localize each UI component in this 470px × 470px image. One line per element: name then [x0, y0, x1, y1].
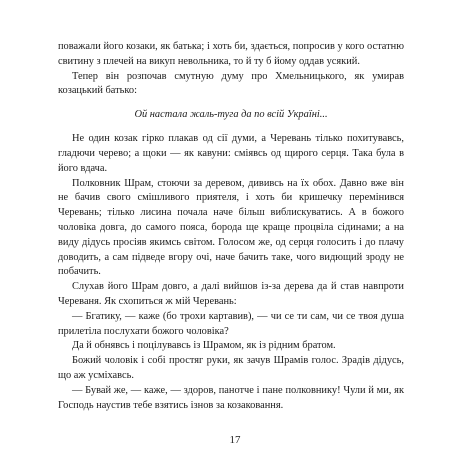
paragraph-5: Слухав його Шрам довго, а далі вийшов із-за дерева да й став навпроти Череваня. Як схопиться ж мій Черевань: [58, 281, 404, 307]
paragraph-7: Да й обнявсь і поцілувавсь із Шрамом, як із рідним братом. [72, 340, 336, 352]
page-number: 17 [229, 434, 241, 446]
paragraph-3: Не один козак гірко плакав од сії думи, а Черевань тілько похитувавсь, гладючи черево; а щоки — як кавуни: сміявсь од щирого серця. Така була в його вдача. [58, 133, 404, 174]
paragraph-4: Полковник Шрам, стоючи за деревом, дививсь на їх обох. Давно вже він не бачив свого смішливого приятеля, і хоть би кришечку перемінився Черевань; тілько лисина почала наче більш виблискуватись. А в божого чоловіка довга, до самого пояса, борода ще краще процвіла сідинами; а на виду дідусь просіяв якимсь світом. Голосом же, од серця голосить і до плачу доводить, а сам підведе вгору очі, наче бачить таке, чого видющий зроду не побачить. [58, 177, 404, 278]
body-text [58, 40, 404, 414]
paragraph-8: Божий чоловік і собі простяг руки, як зачув Шрамів голос. Зрадів дідусь, що аж усміхавсь. [58, 355, 404, 382]
paragraph-1: Тепер він розпочав смутную думу про Хмельницького, як умирав козацький батько: [58, 70, 404, 97]
paragraph-9: — Бувай же, — каже, — здоров, панотче і пане полковнику! Чули й ми, як Господь наустив тебе взятись ізнов за козаковання. [58, 384, 404, 411]
paragraph-6: — Бгатику, — каже (бо трохи картавив), — чи се ти сам, чи се твоя душа прилетіла послухати божого чоловіка? [58, 310, 404, 337]
verse-line: Ой настала жаль-туга да по всій Україні... [134, 109, 328, 121]
paragraph-0: поважали його козаки, як батька; і хоть би, здається, попросив у кого остатню свитину з плечей на викуп невольника, то й ту б йому оддав усякий. [58, 41, 404, 67]
